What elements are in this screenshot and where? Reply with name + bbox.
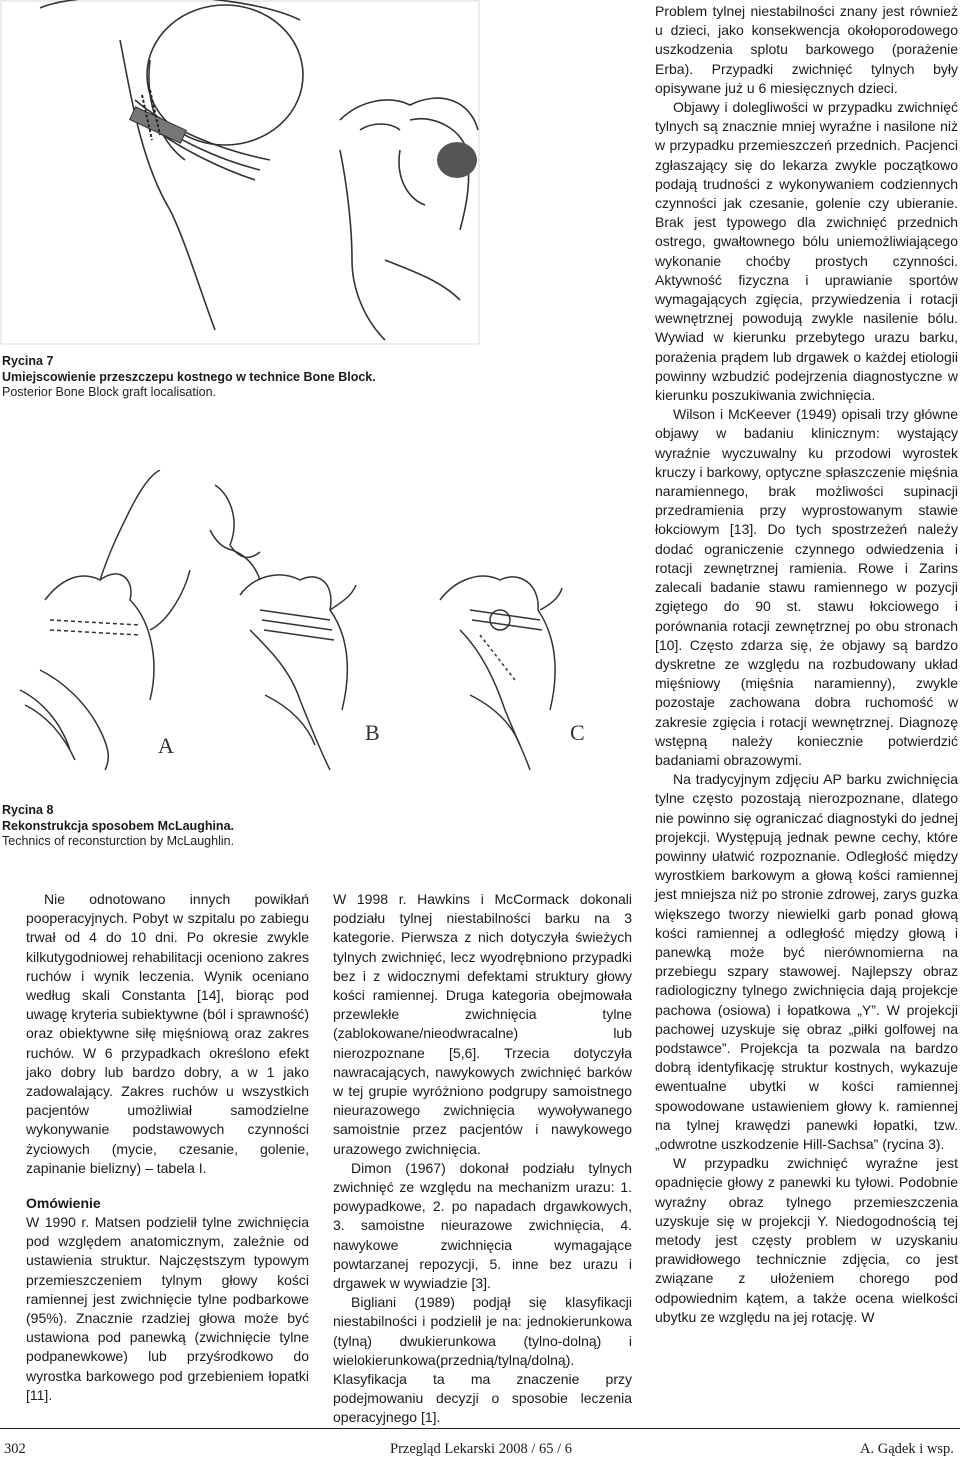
col1-paragraph-1: Nie odnotowano innych powikłań pooperacyjnych. Pobyt w szpitalu po zabiegu trwał od 4 do 10 dni. Po okresie zwykle kilkutygodniowej rehabilitacji oceniono zakres ruchów i wynik leczenia. Wynik oceniano według skali Constanta [14], biorąc pod uwagę kryteria subiektywne (ból i sprawność) oraz obiektywne siłę mięśniową oraz zakres ruchów. W 6 przypadkach określono efekt jako dobry lub bardzo dobry, a w 1 jako zadowalający. Zakres ruchów u wszystkich pacjentów umożliwiał samodzielne wykonywanie podstawowych czynności życiowych (mycie, czesanie, golenie, zapinanie bielizny) – tabela I. (26, 891, 309, 1176)
column-3 (655, 2, 958, 1327)
col2-paragraph-1: W 1998 r. Hawkins i McCormack dokonali podziału tylnej niestabilności barku na 3 kategorie. Pierwsza z nich dotyczyła świeżych tylnych zwichnięć, lecz wyodrębniono przypadki bez i z widocznymi defektami struktury głowy kości ramiennej. Druga kategoria obejmowała przewlekłe zwichnięcia tylne (zablokowane/nieodwracalne) lub nierozpoznane [5,6]. Trzecia dotyczyła nawracających, nawykowych zwichnięć barków w tej grupie wyróżniono podgrupy samoistnego nieurazowego zwichnięcia wywoływanego samoistnie przez pacjentów i nawykowego urazowego zwichnięcia. (333, 891, 632, 1157)
panel-c-drawing (440, 576, 562, 770)
col2-paragraph-3: Bigliani (1989) podjął się klasyfikacji niestabilności i podzielił je na: jednokierunkowa (tylną) dwukierunkowa (tylno-dolną) i wielokierunkowa(przednią/tylną/dolną). Klasyfikacja ta ma znaczenie przy podejmowaniu decyzji o sposobie leczenia operacyjnego [1]. (333, 1294, 632, 1426)
panel-b-drawing (210, 485, 356, 770)
figure-8-label: Rycina 8 (2, 803, 54, 817)
col3-paragraph-2: Objawy i dolegliwości w przypadku zwichnięć tylnych są znacznie mniej wyraźne i nasilone niż w przypadku przemieszczeń przednich. Pacjenci zgłaszający się do lekarza zwykle początkowo podają trudności z wykonywaniem codziennych czynności jak czesanie, golenie czy ubieranie. Brak jest typowego dla zwichnięć przednich ostrego, gwałtownego bólu uniemożliwiającego wykonanie choćby prostych czynności. Aktywność fizyczna i uprawianie sportów wymagających zgięcia, przywiedzenia i rotacji wewnętrznej powodują zwykle nasilenie bólu. Wywiad w kierunku przebytego urazu barku, porażenia prądem lub drgawek o każdej etiologii powinny wzbudzić podejrzenia diagnostyczne w kierunku poszukiwania zwichnięcia. (655, 99, 958, 404)
col3-paragraph-1: Problem tylnej niestabilności znany jest również u dzieci, jako konsekwencja okołoporodowego uszkodzenia splotu barkowego (porażenie Erba). Przypadki zwichnięć tylnych były opisywane już u 6 miesięcznych dzieci. (655, 3, 958, 96)
section-heading-omowienie: Omówienie (26, 1195, 101, 1212)
bone-block-graft-lateral (437, 142, 477, 178)
panel-label-c: C (570, 720, 585, 745)
figure-7-title-pl: Umiejscowienie przeszczepu kostnego w technice Bone Block. (2, 369, 376, 384)
col3-paragraph-5: W przypadku zwichnięć wyraźne jest opadnięcie głowy z panewki ku tyłowi. Podobnie wyraźny obraz tylnego przemieszczenia uzyskuje się w projekcji Y. Niedogodnością tej metody jest częsty problem w uzyskaniu prawidłowego technicznie zdjęcia, co jest związane z ułożeniem chorego pod odpowiednim kątem, a także ocena wielkości ubytku ze względu na jej rotację. W (655, 1155, 958, 1325)
column-2 (333, 890, 632, 1428)
col1-paragraph-2: W 1990 r. Matsen podzielił tylne zwichnięcia pod względem anatomicznym, zależnie od ustawienia struktur. Najczęstszym typowym przemieszczeniem tylnym głowy kości ramiennej jest zwichnięcie tylne podbarkowe (95%). Znacznie rzadziej głowa może być ustawiona pod panewką (zwichnięcie tylne podpanewkowe) lub przyśrodkowo do wyrostka barkowego pod grzebieniem łopatki [11]. (26, 1214, 309, 1403)
figure-7-caption (2, 354, 382, 401)
col2-paragraph-2: Dimon (1967) dokonał podziału tylnych zwichnięć ze względu na mechanizm urazu: 1. powypadkowe, 2. po napadach drgawkowych, 3. samoistne nieurazowe zwichnięcia, 4. nawykowe zwichnięcia wymagające powtarzanej repozycji, 5. inne bez urazu i drgawek w wywiadzie [3]. (333, 1159, 632, 1292)
figure-7-drawing (0, 0, 480, 345)
column-1 (26, 890, 309, 1405)
footer-rule (0, 1428, 960, 1429)
figure-8-drawing (0, 470, 600, 770)
panel-label-b: B (365, 720, 380, 745)
panel-a-drawing (20, 470, 190, 770)
scapula-lateral (340, 98, 478, 340)
figure-7-label: Rycina 7 (2, 354, 54, 368)
col3-paragraph-4: Na tradycyjnym zdjęciu AP barku zwichnięcia tylne często pozostają nierozpoznane, dlatego nie powinno się ograniczać diagnostyki do jednej projekcji. Występują jednak pewne cechy, które powinny ułatwić rozpoznanie. Odległość między wyrostkiem barkowym a głową kości ramiennej jest mniejsza niż po stronie zdrowej, zarys guzka większego tworzy niewielki garb ponad głową kości ramiennej a odległość między głową i panewką może być nierównomierna na przebiegu szpary stawowej. Najlepszy obraz radiologiczny tylnego zwichnięcia dają projekcje pachowa (osiowa) i łopatkowa „Y”. W projekcji pachowej uzyskuje się obraz „piłki golfowej na podstawce”. Projekcja ta pozwala na bardzo dobrą identyfikację struktur kostnych, wykazuje ewentualne ubytki w kości ramiennej spowodowane ustawieniem głowy k. ramiennej na tylnej krawędzi panewki łopatki, tzw. „odwrotne uszkodzenie Hill-Sachsa” (rycina 3). (655, 771, 958, 1152)
panel-label-a: A (158, 733, 174, 758)
journal-name: Przegląd Lekarski 2008 / 65 / 6 (390, 1441, 573, 1457)
figure-8-title-en: Technics of reconsturction by McLaughlin. (2, 834, 235, 848)
page-number: 302 (4, 1441, 26, 1457)
figure-8-caption (2, 803, 382, 850)
figure-8-title-pl: Rekonstrukcja sposobem McLaughina. (2, 818, 234, 833)
humeral-head-axial (40, 0, 303, 330)
figure-7-title-en: Posterior Bone Block graft localisation. (2, 385, 216, 399)
col3-paragraph-3: Wilson i McKeever (1949) opisali trzy główne objawy w badaniu klinicznym: wystający wyraźnie wyczuwalny ku przodowi wyrostek kruczy i barkowy, optyczne spłaszczenie mięśnia naramiennego, brak możliwości supinacji przedramienia przy wyprostowanym stawie łokciowym [13]. Do tych spostrzeżeń należy dodać ograniczenie czynnego odwiedzenia i rotacji zewnętrznej ramienia. Rowe i Zarins zalecali badanie stawu ramiennego w pozycji zgiętego do 90 st. stawu łokciowego i porównania rotacji zewnętrznej po obu stronach [10]. Często zdarza się, że objawy są bardzo dyskretne ze względu na rozbudowany układ mięśniowy (mięśnia naramienny), zwykle pozostaje zachowana dobra ruchomość w zakresie zgięcia i rotacji wewnętrznej. Diagnozę wstępną należy koniecznie potwierdzić badaniami obrazowymi. (655, 406, 958, 768)
author-credit: A. Gądek i wsp. (860, 1441, 954, 1457)
